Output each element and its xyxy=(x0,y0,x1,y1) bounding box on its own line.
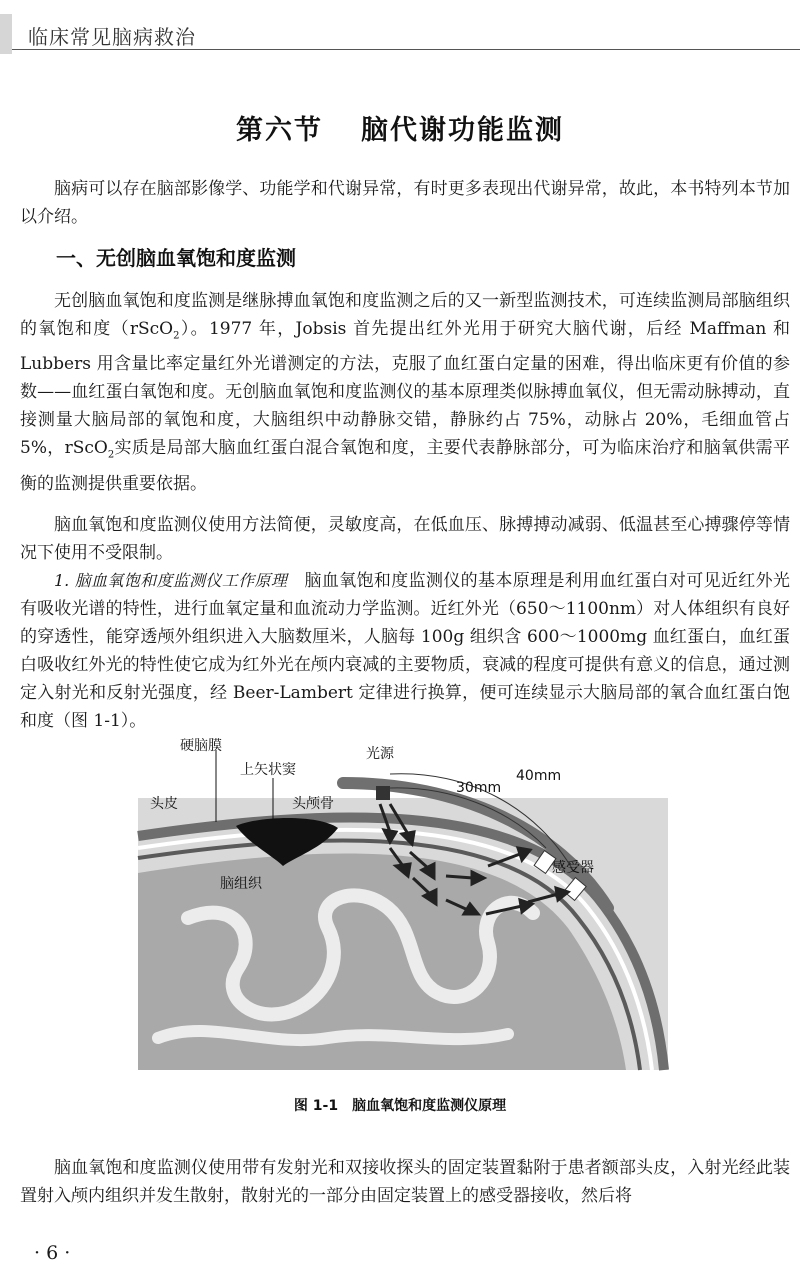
principle-label: 1. 脑血氧饱和度监测仪工作原理 xyxy=(54,571,288,590)
page-number: · 6 · xyxy=(34,1242,71,1264)
header-rule xyxy=(12,49,800,50)
section-title: 脑代谢功能监测 xyxy=(361,115,564,146)
label-brain-tissue: 脑组织 xyxy=(220,876,262,892)
subscript-2: 2 xyxy=(173,330,180,342)
label-dura: 硬脑膜 xyxy=(180,738,222,754)
intro-paragraph: 脑病可以存在脑部影像学、功能学和代谢异常，有时更多表现出代谢异常，故此，本书特列本节加以介绍。 xyxy=(20,179,790,227)
subscript-2: 2 xyxy=(107,449,115,461)
figure-brain-oximetry xyxy=(128,738,678,1078)
paragraph-principle xyxy=(0,567,800,735)
principle-text: 脑血氧饱和度监测仪的基本原理是利用血红蛋白对可见近红外光有吸收光谱的特性，进行血氧定量和血流动力学监测。近红外光（650～1100nm）对人体组织有良好的穿透性，能穿透颅外组织进入大脑数厘米，人脑每 100g 组织含 600～1000mg 血红蛋白，血红蛋白吸收红外光的特性使它成为红外光在颅内衰减的主要物质，衰减的程度可提供有意义的信息，通过测定入射光和反射光强度，经 Beer-Lambert 定律进行换算，便可连续显示大脑局部的氧合血红蛋白饱和度（图 1-1）。 xyxy=(20,571,790,731)
p1-text-b: ）。1977 年，Jobsis 首先提出红外光用于研究大脑代谢，后经 Maffman 和 Lubbers 用含量比率定量红外光谱测定的方法，克服了血红蛋白定量的困难，得出临床更有价值的参数——血红蛋白氧饱和度。无创脑血氧饱和度监测仪的基本原理类似脉搏血氧仪，但无需动脉搏动，直接测量大脑局部的氧饱和度，大脑组织中动静脉交错，静脉约占 75%，动脉占 20%，毛细血管占 5%，rScO xyxy=(20,319,790,459)
running-title: 临床常见脑病救治 xyxy=(28,25,196,49)
label-sensor: 感受器 xyxy=(552,860,594,876)
subsection-heading: 一、无创脑血氧饱和度监测 xyxy=(56,246,296,270)
paragraph-usage: 脑血氧饱和度监测仪使用方法简便，灵敏度高，在低血压、脉搏搏动减弱、低温甚至心搏骤停等情况下使用不受限制。 xyxy=(20,515,790,563)
header-accent-bar xyxy=(0,14,12,54)
label-sinus: 上矢状窦 xyxy=(240,762,296,778)
label-skull: 头颅骨 xyxy=(292,796,334,812)
paragraph-rsco2 xyxy=(0,287,800,498)
figure-caption: 图 1-1 脑血氧饱和度监测仪原理 xyxy=(293,1098,507,1114)
paragraph-device-usage: 脑血氧饱和度监测仪使用带有发射光和双接收探头的固定装置黏附于患者额部头皮，入射光经此装置射入颅内组织并发生散射，散射光的一部分由固定装置上的感受器接收，然后将 xyxy=(20,1158,790,1206)
running-header xyxy=(0,0,800,62)
label-light-source: 光源 xyxy=(366,746,394,762)
label-scalp: 头皮 xyxy=(150,796,178,812)
p1-text-c: 实质是局部大脑血红蛋白混合氧饱和度，主要代表静脉部分，可为临床治疗和脑氧供需平衡的监测提供重要依据。 xyxy=(20,438,790,494)
section-number: 第六节 xyxy=(236,115,323,146)
light-source-block xyxy=(376,786,390,800)
p1-text-a: 无创脑血氧饱和度监测是继脉搏血氧饱和度监测之后的又一新型监测技术，可连续监测局部脑组织的氧饱和度（rScO xyxy=(20,291,790,339)
brain-diagram xyxy=(128,738,678,1078)
label-30mm: 30mm xyxy=(456,780,502,796)
section-heading xyxy=(0,108,800,147)
label-40mm: 40mm xyxy=(516,768,562,784)
